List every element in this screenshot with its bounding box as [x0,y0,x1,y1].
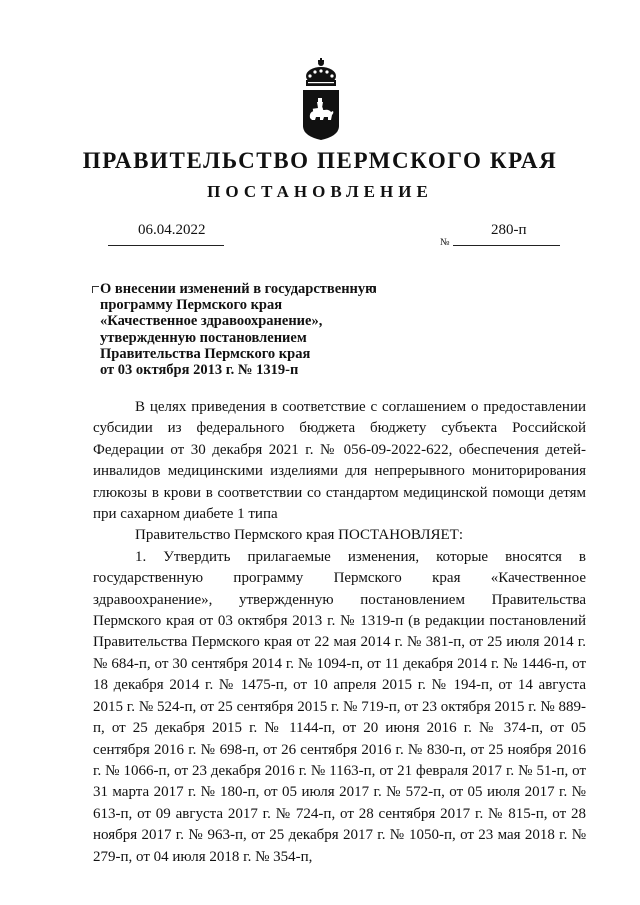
preamble-paragraph: В целях приведения в соответствие с соглашением о предоставлении субсидии из федерального бюджета бюджету субъекта Российской Федерации от 30 декабря 2021 г. № 056-09-2022-622, обеспечения детей-инвалидов медицинскими изделиями для непрерывного мониторирования глюкозы в крови в соответствии со стандартом медицинской помощи детям при сахарном диабете 1 типа [93,399,586,523]
subject-line: от 03 октября 2013 г. № 1319-п [100,362,299,379]
number-underline [453,245,560,246]
subject-line: Правительства Пермского края [100,345,311,362]
number-sign: № [440,237,450,248]
subject-line: О внесении изменений в государственную [100,281,377,297]
document-number: 280-п [491,222,527,238]
document-body [93,397,586,868]
resolution-statement: Правительство Пермского края ПОСТАНОВЛЯЕТ: [135,527,464,544]
subject-corner-mark-left [92,286,99,293]
document-type: ПОСТАНОВЛЕНИЕ [207,182,433,201]
date-underline [108,245,224,246]
clause-1-paragraph: 1. Утвердить прилагаемые изменения, которые вносятся в государственную программу Пермского края «Качественное здравоохранение», утвержденную постановлением Правительства Пермского края от 03 октября 2013 г. № 1319-п (в редакции постановлений Правительства Пермского края от 22 мая 2014 г. № 381-п, от 25 июля 2014 г. № 684-п, от 30 сентября 2014 г. № 1094-п, от 11 декабря 2014 г. № 1446-п, от 18 декабря 2014 г. № 1475-п, от 10 апреля 2015 г. № 194-п, от 14 августа 2015 г. № 524-п, от 25 сентября 2015 г. № 719-п, от 23 октября 2015 г. № 889-п, от 25 декабря 2015 г. № 1144-п, от 20 июня 2016 г. № 374-п, от 05 сентября 2016 г. № 698-п, от 26 сентября 2016 г. № 830-п, от 25 ноября 2016 г. № 1066-п, от 23 декабря 2016 г. № 1163-п, от 21 февраля 2017 г. № 51-п, от 31 марта 2017 г. № 180-п, от 05 июля 2017 г. № 572-п, от 05 июля 2017 г. № 613-п, от 09 августа 2017 г. № 724-п, от 28 сентября 2017 г. № 815-п, от 28 ноября 2017 г. № 963-п, от 25 декабря 2017 г. № 1050-п, от 23 мая 2018 г. № 279-п, от 04 июля 2018 г. № 354-п, [93,548,586,865]
subject-line: утвержденную постановлением [100,329,307,346]
document-date: 06.04.2022 [138,222,206,238]
subject-line: программу Пермского края [100,297,283,314]
document-subject [100,281,400,378]
subject-line: «Качественное здравоохранение», [100,313,323,330]
coat-of-arms-icon [296,56,346,142]
government-name: ПРАВИТЕЛЬСТВО ПЕРМСКОГО КРАЯ [82,148,558,173]
